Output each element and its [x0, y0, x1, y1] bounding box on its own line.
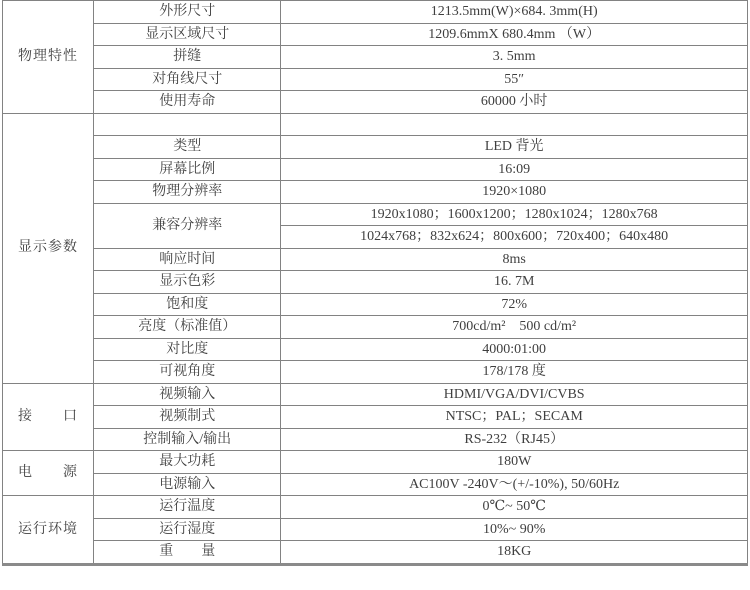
table-row: [3, 473, 748, 496]
spec-value: 60000 小时: [281, 91, 748, 114]
table-row: [3, 271, 748, 294]
spec-value: AC100V -240V～(+/-10%), 50/60Hz: [281, 473, 748, 496]
spec-label: 运行温度: [94, 496, 281, 519]
spec-value: 3. 5mm: [281, 46, 748, 69]
spec-label: 可视角度: [94, 361, 281, 384]
spec-value: 8ms: [281, 248, 748, 271]
table-row: [3, 383, 748, 406]
spec-label: 重 量: [94, 541, 281, 565]
spec-value: 55″: [281, 68, 748, 91]
spec-label: 类型: [94, 136, 281, 159]
category-cell-display: 显示参数: [3, 113, 94, 383]
table-row: [3, 136, 748, 159]
spec-value: 0℃~ 50℃: [281, 496, 748, 519]
spec-label: 显示色彩: [94, 271, 281, 294]
table-row: [3, 1, 748, 24]
spec-value: 16. 7M: [281, 271, 748, 294]
spec-value: 18KG: [281, 541, 748, 565]
table-row: [3, 248, 748, 271]
spec-value: 180W: [281, 451, 748, 474]
spec-label: 运行湿度: [94, 518, 281, 541]
spec-value: RS-232（RJ45）: [281, 428, 748, 451]
spec-value: 16:09: [281, 158, 748, 181]
table-row: [3, 361, 748, 384]
table-row: [3, 113, 748, 136]
category-cell-environment: 运行环境: [3, 496, 94, 565]
spec-label: 电源输入: [94, 473, 281, 496]
spec-label: 视频输入: [94, 383, 281, 406]
spec-label: 响应时间: [94, 248, 281, 271]
spec-value: 4000:01:00: [281, 338, 748, 361]
spec-value: 700cd/m² 500 cd/m²: [281, 316, 748, 339]
spec-value: 1920x1080；1600x1200；1280x1024；1280x768: [281, 203, 748, 226]
table-row: [3, 181, 748, 204]
spec-label: 拼缝: [94, 46, 281, 69]
table-row: [3, 203, 748, 226]
spec-label: 外形尺寸: [94, 1, 281, 24]
table-row: [3, 91, 748, 114]
table-row: [3, 68, 748, 91]
table-row: [3, 158, 748, 181]
spec-value: 178/178 度: [281, 361, 748, 384]
spec-value: HDMI/VGA/DVI/CVBS: [281, 383, 748, 406]
category-cell-physical: 物理特性: [3, 1, 94, 114]
spec-label: 饱和度: [94, 293, 281, 316]
category-cell-power: 电 源: [3, 451, 94, 496]
table-row: [3, 338, 748, 361]
spec-value: 1024x768；832x624；800x600；720x400；640x480: [281, 226, 748, 249]
table-row: [3, 406, 748, 429]
spec-label: 使用寿命: [94, 91, 281, 114]
spec-label: 亮度（标准值）: [94, 316, 281, 339]
spec-label: 对比度: [94, 338, 281, 361]
spec-label: 兼容分辨率: [94, 203, 281, 248]
spec-value: 72%: [281, 293, 748, 316]
spec-label: 物理分辨率: [94, 181, 281, 204]
table-row: [3, 428, 748, 451]
spec-value: LED 背光: [281, 136, 748, 159]
category-cell-interface: 接 口: [3, 383, 94, 451]
spec-value-empty: [281, 113, 748, 136]
table-row: [3, 23, 748, 46]
spec-label: 控制输入/输出: [94, 428, 281, 451]
table-row: [3, 316, 748, 339]
spec-label: 显示区域尺寸: [94, 23, 281, 46]
spec-value: 1209.6mmX 680.4mm （W）: [281, 23, 748, 46]
table-row: [3, 451, 748, 474]
spec-table: [2, 0, 748, 566]
spec-label: 对角线尺寸: [94, 68, 281, 91]
spec-label: 最大功耗: [94, 451, 281, 474]
spec-value: 1920×1080: [281, 181, 748, 204]
spec-value: 1213.5mm(W)×684. 3mm(H): [281, 1, 748, 24]
table-row: [3, 518, 748, 541]
table-row: [3, 293, 748, 316]
spec-label: 视频制式: [94, 406, 281, 429]
spec-label-empty: [94, 113, 281, 136]
table-row: [3, 46, 748, 69]
table-row: [3, 496, 748, 519]
table-row: [3, 541, 748, 565]
spec-value: 10%~ 90%: [281, 518, 748, 541]
spec-value: NTSC；PAL；SECAM: [281, 406, 748, 429]
spec-label: 屏幕比例: [94, 158, 281, 181]
